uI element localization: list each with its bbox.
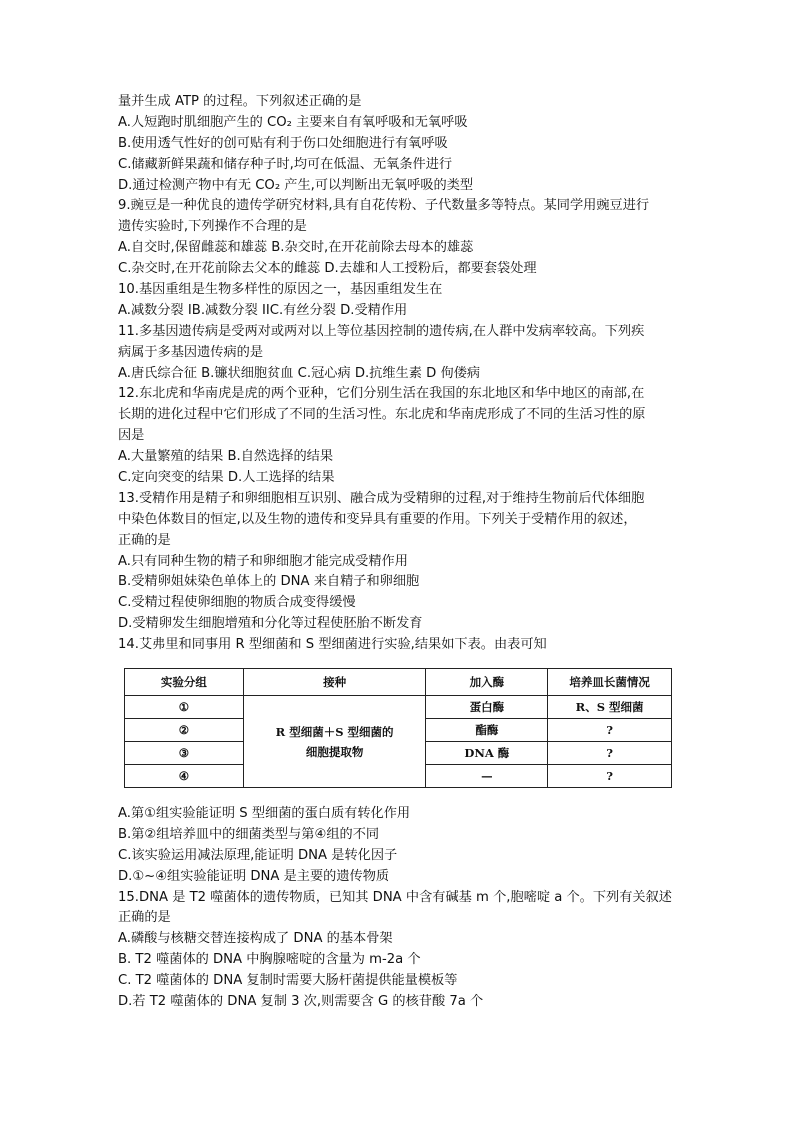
text-line: D.通过检测产物中有无 CO₂ 产生,可以判断出无氧呼吸的类型 <box>118 177 474 193</box>
result-cell: ? <box>548 719 672 742</box>
table-header: 加入酶 <box>426 669 548 696</box>
text-line: 正确的是 <box>118 532 171 548</box>
result-cell: ? <box>548 765 672 788</box>
text-line: A.人短跑时肌细胞产生的 CO₂ 主要来自有氧呼吸和无氧呼吸 <box>118 114 468 130</box>
text-line: 10.基因重组是生物多样性的原因之一，基因重组发生在 <box>118 282 443 298</box>
text-line: A.唐氏综合征 B.镰状细胞贫血 C.冠心病 D.抗维生素 D 佝偻病 <box>118 365 481 381</box>
question-text-top <box>118 92 680 656</box>
text-line: 遗传实验时,下列操作不合理的是 <box>118 219 307 235</box>
table-header-row <box>125 669 672 696</box>
group-cell: ① <box>125 696 244 719</box>
text-line: D.受精卵发生细胞增殖和分化等过程使胚胎不断发育 <box>118 616 423 632</box>
text-line: 长期的进化过程中它们形成了不同的生活习性。东北虎和华南虎形成了不同的生活习性的原 <box>118 407 646 423</box>
text-line: C.该实验运用减法原理,能证明 DNA 是转化因子 <box>118 847 398 863</box>
text-line: 9.豌豆是一种优良的遗传学研究材料,具有自花传粉、子代数量多等特点。某同学用豌豆进行 <box>118 198 650 214</box>
enzyme-cell: DNA 酶 <box>426 742 548 765</box>
inoculation-cell <box>243 696 426 788</box>
text-line: 13.受精作用是精子和卵细胞相互识别、融合成为受精卵的过程,对于维持生物前后代体细胞 <box>118 490 645 506</box>
result-cell: R、S 型细菌 <box>548 696 672 719</box>
text-line: 正确的是 <box>118 910 171 926</box>
text-line: A.只有同种生物的精子和卵细胞才能完成受精作用 <box>118 553 408 569</box>
text-line: A.第①组实验能证明 S 型细菌的蛋白质有转化作用 <box>118 806 411 821</box>
text-line: D.若 T2 噬菌体的 DNA 复制 3 次,则需要含 G 的核苷酸 7a 个 <box>118 994 484 1010</box>
text-line: B.使用透气性好的创可贴有利于伤口处细胞进行有氧呼吸 <box>118 135 448 151</box>
text-line: 中染色体数目的恒定,以及生物的遗传和变异具有重要的作用。下列关于受精作用的叙述， <box>118 511 637 527</box>
question-text-bottom <box>118 804 680 1013</box>
text-line: 11.多基因遗传病是受两对或两对以上等位基因控制的遗传病,在人群中发病率较高。下列疾 <box>118 323 645 339</box>
table-row <box>125 696 672 719</box>
text-line: B.受精卵姐妹染色单体上的 DNA 来自精子和卵细胞 <box>118 574 420 590</box>
text-line: 12.东北虎和华南虎是虎的两个亚种，它们分别生活在我国的东北地区和华中地区的南部,在 <box>118 386 645 402</box>
text-line: 因是 <box>118 428 145 444</box>
group-cell: ③ <box>125 742 244 765</box>
enzyme-cell: 蛋白酶 <box>426 696 548 719</box>
text-line: A.大量繁殖的结果 B.自然选择的结果 <box>118 449 334 465</box>
text-line: 15.DNA 是 T2 噬菌体的遗传物质，已知其 DNA 中含有碱基 m 个,胞嘧啶 a 个。下列有关叙述 <box>118 889 672 905</box>
text-line: D.①~④组实验能证明 DNA 是主要的遗传物质 <box>118 868 390 884</box>
inoculation-text: R 型细菌＋S 型细菌的细胞提取物 <box>275 724 394 759</box>
enzyme-cell: — <box>426 765 548 788</box>
enzyme-cell: 酯酶 <box>426 719 548 742</box>
text-line: 病属于多基因遗传病的是 <box>118 344 264 360</box>
text-line: A.磷酸与核糖交替连接构成了 DNA 的基本骨架 <box>118 931 393 947</box>
group-cell: ② <box>125 719 244 742</box>
text-line: C.受精过程使卵细胞的物质合成变得缓慢 <box>118 595 356 611</box>
text-line: 量并生成 ATP 的过程。下列叙述正确的是 <box>118 94 362 109</box>
text-line: B.第②组培养皿中的细菌类型与第④组的不同 <box>118 826 380 842</box>
text-line: B. T2 噬菌体的 DNA 中胸腺嘧啶的含量为 m-2a 个 <box>118 952 421 968</box>
text-line: C.储藏新鲜果蔬和储存种子时,均可在低温、无氧条件进行 <box>118 156 453 172</box>
experiment-table <box>124 668 672 788</box>
text-line: 14.艾弗里和同事用 R 型细菌和 S 型细菌进行实验,结果如下表。由表可知 <box>118 637 547 653</box>
table-header: 培养皿长菌情况 <box>548 669 672 696</box>
text-line: A.减数分裂 IB.减数分裂 IIC.有丝分裂 D.受精作用 <box>118 302 408 318</box>
text-line: C. T2 噬菌体的 DNA 复制时需要大肠杆菌提供能量模板等 <box>118 973 458 989</box>
table-header: 接种 <box>243 669 426 696</box>
result-cell: ? <box>548 742 672 765</box>
text-line: A.自交时,保留雌蕊和雄蕊 B.杂交时,在开花前除去母本的雄蕊 <box>118 240 474 256</box>
text-line: C.定向突变的结果 D.人工选择的结果 <box>118 470 335 486</box>
table-header: 实验分组 <box>125 669 244 696</box>
text-line: C.杂交时,在开花前除去父本的雌蕊 D.去雄和人工授粉后，都要套袋处理 <box>118 261 537 277</box>
group-cell: ④ <box>125 765 244 788</box>
